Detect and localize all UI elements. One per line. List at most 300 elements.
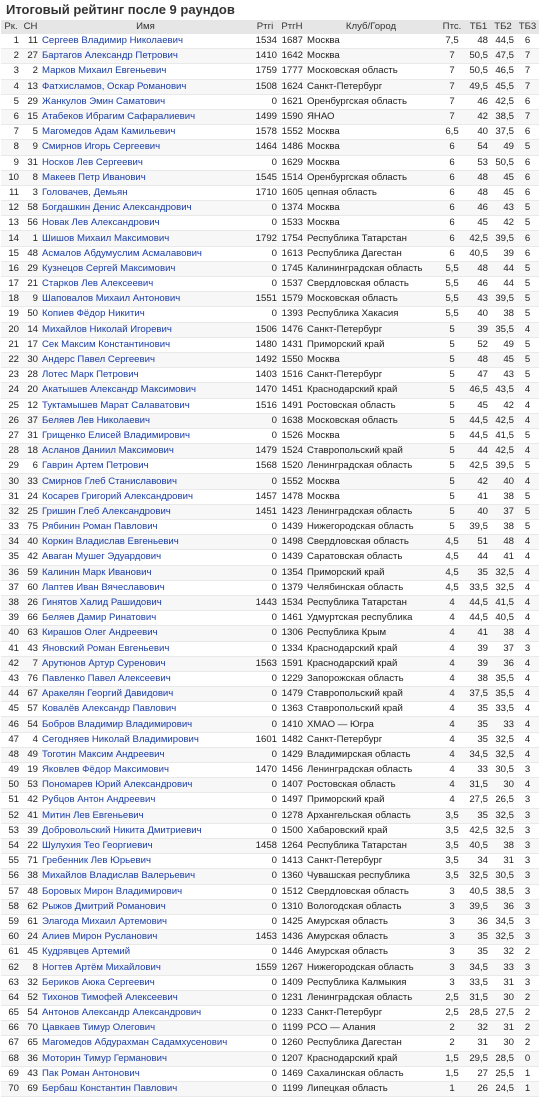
cell-player-name[interactable]: Асланов Даниил Максимович	[40, 444, 251, 459]
cell-player-name[interactable]: Атабеков Ибрагим Сафаралиевич	[40, 109, 251, 124]
cell-tb2: 30	[490, 990, 516, 1005]
cell-rating-national: 1456	[279, 763, 305, 778]
table-row	[1, 444, 539, 459]
cell-player-name[interactable]: Акатышев Александр Максимович	[40, 383, 251, 398]
cell-player-name[interactable]: Коркин Владислав Евгеньевич	[40, 535, 251, 550]
cell-club: Амурская область	[305, 930, 437, 945]
cell-rank: 51	[1, 793, 21, 808]
cell-points: 4	[437, 595, 467, 610]
cell-player-name[interactable]: Добровольский Никита Дмитриевич	[40, 823, 251, 838]
cell-start-number: 60	[21, 580, 40, 595]
cell-rating-intl: 0	[251, 717, 279, 732]
cell-tb1: 28,5	[467, 1006, 490, 1021]
cell-tb3: 6	[516, 185, 539, 200]
cell-rank: 57	[1, 884, 21, 899]
cell-start-number: 70	[21, 1021, 40, 1036]
cell-rating-national: 1439	[279, 520, 305, 535]
cell-club: Запорожская область	[305, 671, 437, 686]
cell-player-name[interactable]: Туктамышев Марат Салаватович	[40, 398, 251, 413]
cell-start-number: 52	[21, 990, 40, 1005]
cell-club: Санкт-Петербург	[305, 368, 437, 383]
cell-tb3: 5	[516, 504, 539, 519]
cell-club: Москва	[305, 489, 437, 504]
cell-player-name[interactable]: Носков Лев Сергеевич	[40, 155, 251, 170]
cell-player-name[interactable]: Богдашкин Денис Александрович	[40, 201, 251, 216]
cell-tb1: 42,5	[467, 231, 490, 246]
cell-tb1: 41	[467, 489, 490, 504]
cell-tb3: 7	[516, 79, 539, 94]
cell-rating-national: 1229	[279, 671, 305, 686]
cell-rating-national: 1334	[279, 641, 305, 656]
cell-start-number: 25	[21, 504, 40, 519]
cell-tb2: 39,5	[490, 292, 516, 307]
cell-rank: 19	[1, 307, 21, 322]
table-row	[1, 580, 539, 595]
cell-tb2: 31	[490, 854, 516, 869]
cell-player-name[interactable]: Смирнов Игорь Сергеевич	[40, 140, 251, 155]
cell-tb1: 50,5	[467, 49, 490, 64]
cell-rank: 55	[1, 854, 21, 869]
cell-player-name[interactable]: Михайлов Владислав Валерьевич	[40, 869, 251, 884]
cell-club: цепная область	[305, 185, 437, 200]
cell-start-number: 29	[21, 94, 40, 109]
cell-tb3: 5	[516, 520, 539, 535]
table-row	[1, 140, 539, 155]
cell-tb3: 7	[516, 49, 539, 64]
cell-player-name[interactable]: Асмалов Абдумуслим Асмалавович	[40, 246, 251, 261]
cell-player-name[interactable]: Аваган Мушег Эдуардович	[40, 550, 251, 565]
cell-player-name[interactable]: Старков Лев Алексеевич	[40, 277, 251, 292]
cell-player-name[interactable]: Магомедов Абдурахман Садамхусенович	[40, 1036, 251, 1051]
cell-rank: 6	[1, 109, 21, 124]
table-row	[1, 1021, 539, 1036]
cell-player-name[interactable]: Новак Лев Александрович	[40, 216, 251, 231]
cell-rank: 20	[1, 322, 21, 337]
cell-start-number: 63	[21, 626, 40, 641]
cell-club: Владимирская область	[305, 747, 437, 762]
cell-player-name[interactable]: Ковалёв Александр Павлович	[40, 702, 251, 717]
table-row	[1, 185, 539, 200]
cell-rating-national: 1590	[279, 109, 305, 124]
cell-points: 4	[437, 702, 467, 717]
cell-tb3: 5	[516, 352, 539, 367]
cell-player-name[interactable]: Шаповалов Михаил Антонович	[40, 292, 251, 307]
cell-rating-intl: 1492	[251, 352, 279, 367]
cell-rating-intl: 1710	[251, 185, 279, 200]
cell-rating-intl: 0	[251, 535, 279, 550]
cell-player-name[interactable]: Головачев, Демьян	[40, 185, 251, 200]
cell-tb3: 6	[516, 34, 539, 49]
cell-tb2: 37	[490, 504, 516, 519]
cell-club: Республика Татарстан	[305, 231, 437, 246]
cell-rank: 39	[1, 611, 21, 626]
cell-rank: 9	[1, 155, 21, 170]
cell-tb3: 5	[516, 292, 539, 307]
cell-tb1: 47	[467, 368, 490, 383]
cell-start-number: 58	[21, 201, 40, 216]
cell-tb3: 3	[516, 763, 539, 778]
cell-start-number: 8	[21, 170, 40, 185]
table-row	[1, 869, 539, 884]
cell-rating-intl: 0	[251, 261, 279, 276]
cell-points: 5	[437, 383, 467, 398]
cell-start-number: 24	[21, 930, 40, 945]
cell-tb3: 1	[516, 1081, 539, 1096]
cell-rating-national: 1363	[279, 702, 305, 717]
cell-tb1: 44,5	[467, 413, 490, 428]
cell-tb3: 5	[516, 201, 539, 216]
cell-player-name[interactable]: Копиев Фёдор Никитич	[40, 307, 251, 322]
cell-player-name[interactable]: Грищенко Елисей Владимирович	[40, 428, 251, 443]
cell-player-name[interactable]: Боровых Мирон Владимирович	[40, 884, 251, 899]
cell-rating-national: 1512	[279, 884, 305, 899]
cell-player-name[interactable]: Ногтев Артём Михайлович	[40, 960, 251, 975]
cell-player-name[interactable]: Магомедов Адам Камильевич	[40, 125, 251, 140]
cell-rating-intl: 1443	[251, 595, 279, 610]
cell-rating-national: 1579	[279, 292, 305, 307]
cell-player-name[interactable]: Сек Максим Константинович	[40, 337, 251, 352]
cell-club: Москва	[305, 155, 437, 170]
cell-club: Липецкая область	[305, 1081, 437, 1096]
cell-player-name[interactable]: Пак Роман Антонович	[40, 1066, 251, 1081]
cell-club: Краснодарский край	[305, 383, 437, 398]
cell-points: 6	[437, 140, 467, 155]
cell-points: 1	[437, 1081, 467, 1096]
cell-tb3: 5	[516, 459, 539, 474]
cell-club: ХМАО — Югра	[305, 717, 437, 732]
cell-points: 3	[437, 975, 467, 990]
cell-player-name[interactable]: Павленко Павел Алексеевич	[40, 671, 251, 686]
cell-points: 6,5	[437, 125, 467, 140]
cell-tb2: 45	[490, 352, 516, 367]
cell-rating-intl: 0	[251, 671, 279, 686]
cell-player-name[interactable]: Бериков Аюка Сергеевич	[40, 975, 251, 990]
cell-rank: 48	[1, 747, 21, 762]
cell-player-name[interactable]: Арутюнов Артур Суренович	[40, 656, 251, 671]
cell-player-name[interactable]: Тихонов Тимофей Алексеевич	[40, 990, 251, 1005]
cell-player-name[interactable]: Сегодняев Николай Владимирович	[40, 732, 251, 747]
cell-player-name[interactable]: Моторин Тимур Германович	[40, 1051, 251, 1066]
cell-tb2: 41,5	[490, 428, 516, 443]
cell-tb3: 2	[516, 1036, 539, 1051]
cell-rating-intl: 0	[251, 201, 279, 216]
cell-tb3: 4	[516, 535, 539, 550]
cell-points: 5	[437, 322, 467, 337]
cell-start-number: 65	[21, 1036, 40, 1051]
cell-tb2: 35,5	[490, 322, 516, 337]
cell-player-name[interactable]: Беляев Дамир Ринатович	[40, 611, 251, 626]
cell-rank: 10	[1, 170, 21, 185]
cell-tb3: 4	[516, 626, 539, 641]
cell-tb3: 4	[516, 413, 539, 428]
cell-tb1: 48	[467, 352, 490, 367]
cell-tb1: 32	[467, 1021, 490, 1036]
page-title: Итоговый рейтинг после 9 раундов	[6, 2, 235, 17]
cell-points: 4,5	[437, 565, 467, 580]
table-row	[1, 930, 539, 945]
cell-tb3: 3	[516, 838, 539, 853]
cell-club: Нижегородская область	[305, 960, 437, 975]
cell-points: 3,5	[437, 854, 467, 869]
cell-player-name[interactable]: Яновский Роман Евгеньевич	[40, 641, 251, 656]
cell-rating-intl: 0	[251, 1036, 279, 1051]
cell-rating-national: 1476	[279, 322, 305, 337]
cell-player-name[interactable]: Смирнов Глеб Станиславович	[40, 474, 251, 489]
cell-tb2: 44	[490, 261, 516, 276]
cell-player-name[interactable]: Шулухия Тео Георгиевич	[40, 838, 251, 853]
cell-player-name[interactable]: Косарев Григорий Александрович	[40, 489, 251, 504]
cell-player-name[interactable]: Алиев Мирон Русланович	[40, 930, 251, 945]
cell-tb2: 44,5	[490, 34, 516, 49]
cell-points: 5	[437, 398, 467, 413]
cell-player-name[interactable]: Кирашов Олег Андреевич	[40, 626, 251, 641]
cell-points: 5	[437, 413, 467, 428]
cell-player-name[interactable]: Беляев Лев Николаевич	[40, 413, 251, 428]
cell-tb3: 3	[516, 808, 539, 823]
cell-tb2: 35,5	[490, 671, 516, 686]
table-row	[1, 1051, 539, 1066]
cell-rating-national: 1425	[279, 914, 305, 929]
cell-rating-national: 1550	[279, 352, 305, 367]
cell-points: 7	[437, 94, 467, 109]
cell-club: Калининградская область	[305, 261, 437, 276]
cell-rating-national: 1233	[279, 1006, 305, 1021]
cell-club: Краснодарский край	[305, 641, 437, 656]
cell-tb3: 7	[516, 64, 539, 79]
cell-points: 3	[437, 884, 467, 899]
col-header-rank: Рк.	[1, 20, 21, 34]
cell-tb3: 4	[516, 550, 539, 565]
cell-player-name[interactable]: Макеев Петр Иванович	[40, 170, 251, 185]
cell-tb2: 43	[490, 368, 516, 383]
cell-tb1: 43	[467, 292, 490, 307]
table-row	[1, 64, 539, 79]
cell-rating-intl: 1499	[251, 109, 279, 124]
cell-rating-national: 1310	[279, 899, 305, 914]
cell-player-name[interactable]: Рубцов Антон Андреевич	[40, 793, 251, 808]
cell-rank: 32	[1, 504, 21, 519]
cell-rating-national: 1552	[279, 474, 305, 489]
cell-rank: 64	[1, 990, 21, 1005]
cell-points: 2	[437, 1021, 467, 1036]
cell-rank: 41	[1, 641, 21, 656]
cell-rank: 56	[1, 869, 21, 884]
cell-player-name[interactable]: Рыжов Дмитрий Романович	[40, 899, 251, 914]
cell-player-name[interactable]: Кудрявцев Артемий	[40, 945, 251, 960]
cell-player-name[interactable]: Бербаш Константин Павлович	[40, 1081, 251, 1096]
cell-player-name[interactable]: Антонов Александр Александрович	[40, 1006, 251, 1021]
cell-tb2: 32,5	[490, 580, 516, 595]
cell-start-number: 37	[21, 413, 40, 428]
cell-player-name[interactable]: Бартагов Александр Петрович	[40, 49, 251, 64]
cell-start-number: 36	[21, 1051, 40, 1066]
cell-club: Приморский край	[305, 565, 437, 580]
table-row	[1, 778, 539, 793]
cell-player-name[interactable]: Шишов Михаил Максимович	[40, 231, 251, 246]
cell-tb3: 4	[516, 611, 539, 626]
table-row	[1, 94, 539, 109]
cell-rank: 67	[1, 1036, 21, 1051]
cell-player-name[interactable]: Гинятов Халид Рашидович	[40, 595, 251, 610]
cell-rating-national: 1199	[279, 1081, 305, 1096]
col-header-club: Клуб/Город	[305, 20, 437, 34]
cell-player-name[interactable]: Лотес Марк Петрович	[40, 368, 251, 383]
cell-rating-intl: 0	[251, 945, 279, 960]
cell-tb3: 4	[516, 778, 539, 793]
cell-tb2: 33	[490, 717, 516, 732]
cell-club: Москва	[305, 34, 437, 49]
cell-rating-national: 1469	[279, 1066, 305, 1081]
cell-player-name[interactable]: Гребенник Лев Юрьевич	[40, 854, 251, 869]
cell-tb3: 4	[516, 322, 539, 337]
cell-club: Удмуртская республика	[305, 611, 437, 626]
cell-rating-national: 1264	[279, 838, 305, 853]
table-row	[1, 337, 539, 352]
cell-club: Архангельская область	[305, 808, 437, 823]
cell-player-name[interactable]: Гришин Глеб Александрович	[40, 504, 251, 519]
cell-tb2: 38,5	[490, 109, 516, 124]
cell-rating-national: 1446	[279, 945, 305, 960]
cell-player-name[interactable]: Марков Михаил Евгеньевич	[40, 64, 251, 79]
cell-club: Ставропольский край	[305, 444, 437, 459]
cell-rank: 16	[1, 261, 21, 276]
cell-tb3: 6	[516, 246, 539, 261]
cell-tb1: 35	[467, 717, 490, 732]
cell-player-name[interactable]: Лаптев Иван Вячеславович	[40, 580, 251, 595]
cell-club: Санкт-Петербург	[305, 854, 437, 869]
cell-club: Оренбургская область	[305, 170, 437, 185]
cell-tb2: 50,5	[490, 155, 516, 170]
cell-club: Ленинградская область	[305, 990, 437, 1005]
cell-player-name[interactable]: Андерс Павел Сергеевич	[40, 352, 251, 367]
cell-tb2: 32,5	[490, 823, 516, 838]
cell-rank: 42	[1, 656, 21, 671]
cell-tb3: 4	[516, 474, 539, 489]
cell-tb3: 3	[516, 899, 539, 914]
cell-points: 7	[437, 64, 467, 79]
cell-rank: 53	[1, 823, 21, 838]
cell-player-name[interactable]: Яковлев Фёдор Максимович	[40, 763, 251, 778]
cell-tb1: 36	[467, 914, 490, 929]
cell-rating-national: 1278	[279, 808, 305, 823]
cell-tb1: 46	[467, 277, 490, 292]
cell-tb3: 3	[516, 641, 539, 656]
cell-rank: 46	[1, 717, 21, 732]
cell-tb3: 4	[516, 717, 539, 732]
cell-rating-national: 1533	[279, 216, 305, 231]
cell-start-number: 71	[21, 854, 40, 869]
cell-start-number: 67	[21, 687, 40, 702]
cell-player-name[interactable]: Элагода Михаил Артемович	[40, 914, 251, 929]
cell-start-number: 41	[21, 808, 40, 823]
cell-rating-intl: 1568	[251, 459, 279, 474]
cell-rank: 38	[1, 595, 21, 610]
cell-player-name[interactable]: Калинин Марк Иванович	[40, 565, 251, 580]
cell-rank: 7	[1, 125, 21, 140]
cell-player-name[interactable]: Тоготин Максим Андреевич	[40, 747, 251, 762]
col-header-rating-national: РтгН	[279, 20, 305, 34]
cell-player-name[interactable]: Пономарев Юрий Александрович	[40, 778, 251, 793]
cell-player-name[interactable]: Цавкаев Тимур Олегович	[40, 1021, 251, 1036]
cell-start-number: 61	[21, 914, 40, 929]
cell-rating-intl: 0	[251, 155, 279, 170]
cell-rating-intl: 0	[251, 747, 279, 762]
cell-rank: 2	[1, 49, 21, 64]
cell-tb2: 24,5	[490, 1081, 516, 1096]
cell-tb3: 5	[516, 140, 539, 155]
cell-player-name[interactable]: Сергеев Владимир Николаевич	[40, 34, 251, 49]
table-row	[1, 307, 539, 322]
table-row	[1, 838, 539, 853]
cell-tb2: 32,5	[490, 930, 516, 945]
cell-player-name[interactable]: Рябинин Роман Павлович	[40, 520, 251, 535]
cell-rank: 66	[1, 1021, 21, 1036]
cell-rating-national: 1260	[279, 1036, 305, 1051]
cell-tb3: 4	[516, 687, 539, 702]
cell-tb2: 42,5	[490, 444, 516, 459]
cell-tb1: 37,5	[467, 687, 490, 702]
cell-player-name[interactable]: Аракелян Георгий Давидович	[40, 687, 251, 702]
cell-tb2: 38	[490, 520, 516, 535]
cell-player-name[interactable]: Кузнецов Сергей Максимович	[40, 261, 251, 276]
cell-rank: 59	[1, 914, 21, 929]
cell-points: 4	[437, 763, 467, 778]
cell-rank: 22	[1, 352, 21, 367]
cell-player-name[interactable]: Фатхисламов, Оскар Романович	[40, 79, 251, 94]
cell-points: 5	[437, 474, 467, 489]
table-row	[1, 292, 539, 307]
cell-player-name[interactable]: Митин Лев Евгеньевич	[40, 808, 251, 823]
cell-tb2: 43,5	[490, 383, 516, 398]
cell-points: 4,5	[437, 535, 467, 550]
cell-tb3: 5	[516, 307, 539, 322]
cell-points: 6	[437, 170, 467, 185]
cell-tb2: 37	[490, 641, 516, 656]
cell-tb1: 39,5	[467, 899, 490, 914]
cell-tb2: 32,5	[490, 732, 516, 747]
cell-tb2: 45,5	[490, 79, 516, 94]
table-row	[1, 990, 539, 1005]
cell-points: 4	[437, 641, 467, 656]
cell-rating-national: 1552	[279, 125, 305, 140]
cell-tb2: 34,5	[490, 914, 516, 929]
cell-tb3: 4	[516, 444, 539, 459]
cell-player-name[interactable]: Гаврин Артем Петрович	[40, 459, 251, 474]
table-row	[1, 656, 539, 671]
cell-rank: 70	[1, 1081, 21, 1096]
cell-rating-national: 1360	[279, 869, 305, 884]
cell-club: Республика Крым	[305, 626, 437, 641]
cell-rating-national: 1231	[279, 990, 305, 1005]
table-row	[1, 899, 539, 914]
cell-player-name[interactable]: Михайлов Николай Игоревич	[40, 322, 251, 337]
cell-start-number: 29	[21, 261, 40, 276]
cell-points: 4,5	[437, 550, 467, 565]
cell-rating-intl: 0	[251, 1081, 279, 1096]
cell-rating-intl: 1464	[251, 140, 279, 155]
cell-club: Сахалинская область	[305, 1066, 437, 1081]
cell-club: ЯНАО	[305, 109, 437, 124]
cell-club: Московская область	[305, 64, 437, 79]
cell-player-name[interactable]: Бобров Владимир Владимирович	[40, 717, 251, 732]
cell-rating-intl: 0	[251, 793, 279, 808]
cell-club: Москва	[305, 201, 437, 216]
table-row	[1, 641, 539, 656]
cell-rating-intl: 0	[251, 277, 279, 292]
cell-player-name[interactable]: Жанкулов Эмин Саматович	[40, 94, 251, 109]
cell-rank: 12	[1, 201, 21, 216]
cell-rating-intl: 0	[251, 869, 279, 884]
